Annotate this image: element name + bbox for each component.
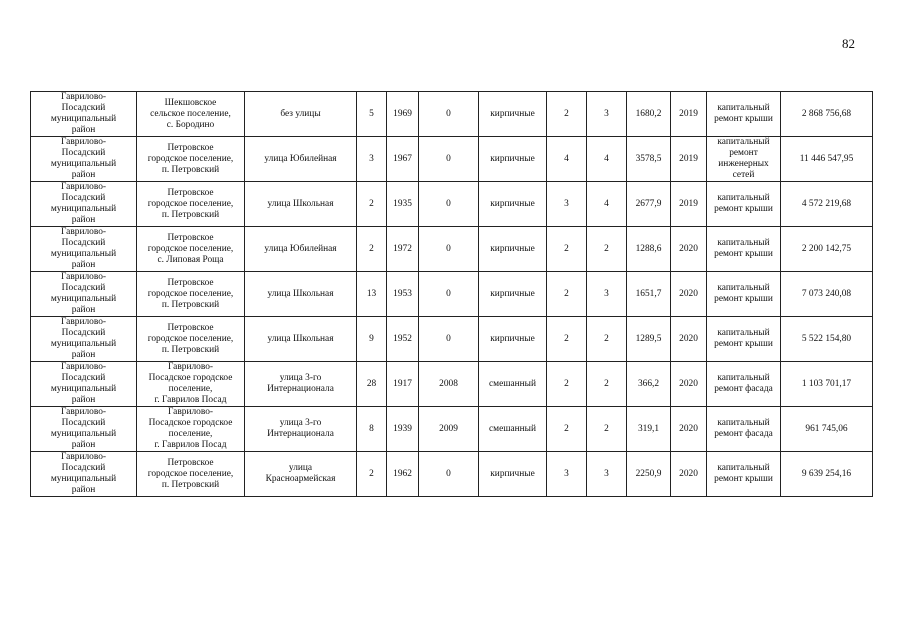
house-number-cell: 28 xyxy=(357,362,387,407)
table-row xyxy=(31,92,873,137)
work-type-cell: капитальный ремонт крыши xyxy=(707,92,781,137)
year-built-cell: 1917 xyxy=(387,362,419,407)
entrances-cell: 2 xyxy=(587,407,627,452)
house-number-cell: 2 xyxy=(357,227,387,272)
cost-cell: 11 446 547,95 xyxy=(781,137,873,182)
floors-cell: 2 xyxy=(547,272,587,317)
year-reconstructed-cell: 0 xyxy=(419,137,479,182)
plan-year-cell: 2020 xyxy=(671,317,707,362)
area-cell: 319,1 xyxy=(627,407,671,452)
street-cell: улица 3-го Интернационала xyxy=(245,362,357,407)
settlement-cell: Гаврилово- Посадское городское поселение, г. Гаврилов Посад xyxy=(137,407,245,452)
plan-year-cell: 2019 xyxy=(671,182,707,227)
settlement-cell: Петровское городское поселение, п. Петровский xyxy=(137,272,245,317)
area-cell: 3578,5 xyxy=(627,137,671,182)
entrances-cell: 3 xyxy=(587,92,627,137)
house-number-cell: 5 xyxy=(357,92,387,137)
year-reconstructed-cell: 2008 xyxy=(419,362,479,407)
cost-cell: 4 572 219,68 xyxy=(781,182,873,227)
year-reconstructed-cell: 0 xyxy=(419,182,479,227)
cost-cell: 1 103 701,17 xyxy=(781,362,873,407)
year-reconstructed-cell: 2009 xyxy=(419,407,479,452)
year-built-cell: 1952 xyxy=(387,317,419,362)
wall-material-cell: кирпичные xyxy=(479,227,547,272)
street-cell: улица Школьная xyxy=(245,317,357,362)
floors-cell: 2 xyxy=(547,362,587,407)
settlement-cell: Шекшовское сельское поселение, с. Бородино xyxy=(137,92,245,137)
house-number-cell: 9 xyxy=(357,317,387,362)
work-type-cell: капитальный ремонт фасада xyxy=(707,407,781,452)
cost-cell: 961 745,06 xyxy=(781,407,873,452)
street-cell: улица Школьная xyxy=(245,182,357,227)
work-type-cell: капитальный ремонт крыши xyxy=(707,452,781,497)
district-cell: Гаврилово- Посадский муниципальный район xyxy=(31,362,137,407)
district-cell: Гаврилово- Посадский муниципальный район xyxy=(31,182,137,227)
wall-material-cell: кирпичные xyxy=(479,272,547,317)
plan-year-cell: 2020 xyxy=(671,407,707,452)
plan-year-cell: 2020 xyxy=(671,362,707,407)
wall-material-cell: смешанный xyxy=(479,362,547,407)
settlement-cell: Гаврилово- Посадское городское поселение, г. Гаврилов Посад xyxy=(137,362,245,407)
table-row xyxy=(31,137,873,182)
year-reconstructed-cell: 0 xyxy=(419,317,479,362)
house-number-cell: 3 xyxy=(357,137,387,182)
street-cell: без улицы xyxy=(245,92,357,137)
year-built-cell: 1939 xyxy=(387,407,419,452)
area-cell: 1288,6 xyxy=(627,227,671,272)
table-row xyxy=(31,362,873,407)
page-number: 82 xyxy=(842,36,855,51)
floors-cell: 2 xyxy=(547,407,587,452)
house-number-cell: 2 xyxy=(357,182,387,227)
work-type-cell: капитальный ремонт крыши xyxy=(707,317,781,362)
year-built-cell: 1953 xyxy=(387,272,419,317)
floors-cell: 4 xyxy=(547,137,587,182)
area-cell: 2250,9 xyxy=(627,452,671,497)
settlement-cell: Петровское городское поселение, с. Липовая Роща xyxy=(137,227,245,272)
table-row xyxy=(31,407,873,452)
house-number-cell: 8 xyxy=(357,407,387,452)
entrances-cell: 4 xyxy=(587,182,627,227)
settlement-cell: Петровское городское поселение, п. Петровский xyxy=(137,452,245,497)
house-number-cell: 13 xyxy=(357,272,387,317)
settlement-cell: Петровское городское поселение, п. Петровский xyxy=(137,182,245,227)
table-row xyxy=(31,452,873,497)
entrances-cell: 2 xyxy=(587,227,627,272)
cost-cell: 2 868 756,68 xyxy=(781,92,873,137)
entrances-cell: 4 xyxy=(587,137,627,182)
district-cell: Гаврилово- Посадский муниципальный район xyxy=(31,317,137,362)
settlement-cell: Петровское городское поселение, п. Петровский xyxy=(137,137,245,182)
wall-material-cell: смешанный xyxy=(479,407,547,452)
district-cell: Гаврилово- Посадский муниципальный район xyxy=(31,92,137,137)
year-built-cell: 1962 xyxy=(387,452,419,497)
cost-cell: 9 639 254,16 xyxy=(781,452,873,497)
plan-year-cell: 2020 xyxy=(671,272,707,317)
floors-cell: 3 xyxy=(547,182,587,227)
street-cell: улица Юбилейная xyxy=(245,137,357,182)
entrances-cell: 3 xyxy=(587,452,627,497)
cost-cell: 2 200 142,75 xyxy=(781,227,873,272)
floors-cell: 2 xyxy=(547,92,587,137)
district-cell: Гаврилово- Посадский муниципальный район xyxy=(31,227,137,272)
year-reconstructed-cell: 0 xyxy=(419,92,479,137)
entrances-cell: 2 xyxy=(587,362,627,407)
table-row xyxy=(31,272,873,317)
area-cell: 1289,5 xyxy=(627,317,671,362)
year-built-cell: 1969 xyxy=(387,92,419,137)
street-cell: улица Красноармейская xyxy=(245,452,357,497)
wall-material-cell: кирпичные xyxy=(479,92,547,137)
work-type-cell: капитальный ремонт крыши xyxy=(707,272,781,317)
house-number-cell: 2 xyxy=(357,452,387,497)
year-built-cell: 1967 xyxy=(387,137,419,182)
plan-year-cell: 2019 xyxy=(671,92,707,137)
area-cell: 1680,2 xyxy=(627,92,671,137)
table-row xyxy=(31,182,873,227)
housing-repair-table xyxy=(30,91,873,497)
cost-cell: 7 073 240,08 xyxy=(781,272,873,317)
table-body xyxy=(31,92,873,497)
floors-cell: 2 xyxy=(547,227,587,272)
wall-material-cell: кирпичные xyxy=(479,182,547,227)
district-cell: Гаврилово- Посадский муниципальный район xyxy=(31,452,137,497)
year-reconstructed-cell: 0 xyxy=(419,272,479,317)
entrances-cell: 2 xyxy=(587,317,627,362)
work-type-cell: капитальный ремонт фасада xyxy=(707,362,781,407)
table-row xyxy=(31,227,873,272)
plan-year-cell: 2020 xyxy=(671,452,707,497)
area-cell: 1651,7 xyxy=(627,272,671,317)
wall-material-cell: кирпичные xyxy=(479,137,547,182)
area-cell: 366,2 xyxy=(627,362,671,407)
district-cell: Гаврилово- Посадский муниципальный район xyxy=(31,407,137,452)
work-type-cell: капитальный ремонт крыши xyxy=(707,227,781,272)
district-cell: Гаврилово- Посадский муниципальный район xyxy=(31,137,137,182)
year-reconstructed-cell: 0 xyxy=(419,227,479,272)
entrances-cell: 3 xyxy=(587,272,627,317)
year-built-cell: 1935 xyxy=(387,182,419,227)
floors-cell: 3 xyxy=(547,452,587,497)
wall-material-cell: кирпичные xyxy=(479,317,547,362)
street-cell: улица Юбилейная xyxy=(245,227,357,272)
year-reconstructed-cell: 0 xyxy=(419,452,479,497)
year-built-cell: 1972 xyxy=(387,227,419,272)
wall-material-cell: кирпичные xyxy=(479,452,547,497)
cost-cell: 5 522 154,80 xyxy=(781,317,873,362)
street-cell: улица 3-го Интернационала xyxy=(245,407,357,452)
plan-year-cell: 2019 xyxy=(671,137,707,182)
district-cell: Гаврилово- Посадский муниципальный район xyxy=(31,272,137,317)
table-row xyxy=(31,317,873,362)
area-cell: 2677,9 xyxy=(627,182,671,227)
work-type-cell: капитальный ремонт крыши xyxy=(707,182,781,227)
work-type-cell: капитальный ремонт инженерных сетей xyxy=(707,137,781,182)
settlement-cell: Петровское городское поселение, п. Петровский xyxy=(137,317,245,362)
plan-year-cell: 2020 xyxy=(671,227,707,272)
floors-cell: 2 xyxy=(547,317,587,362)
street-cell: улица Школьная xyxy=(245,272,357,317)
